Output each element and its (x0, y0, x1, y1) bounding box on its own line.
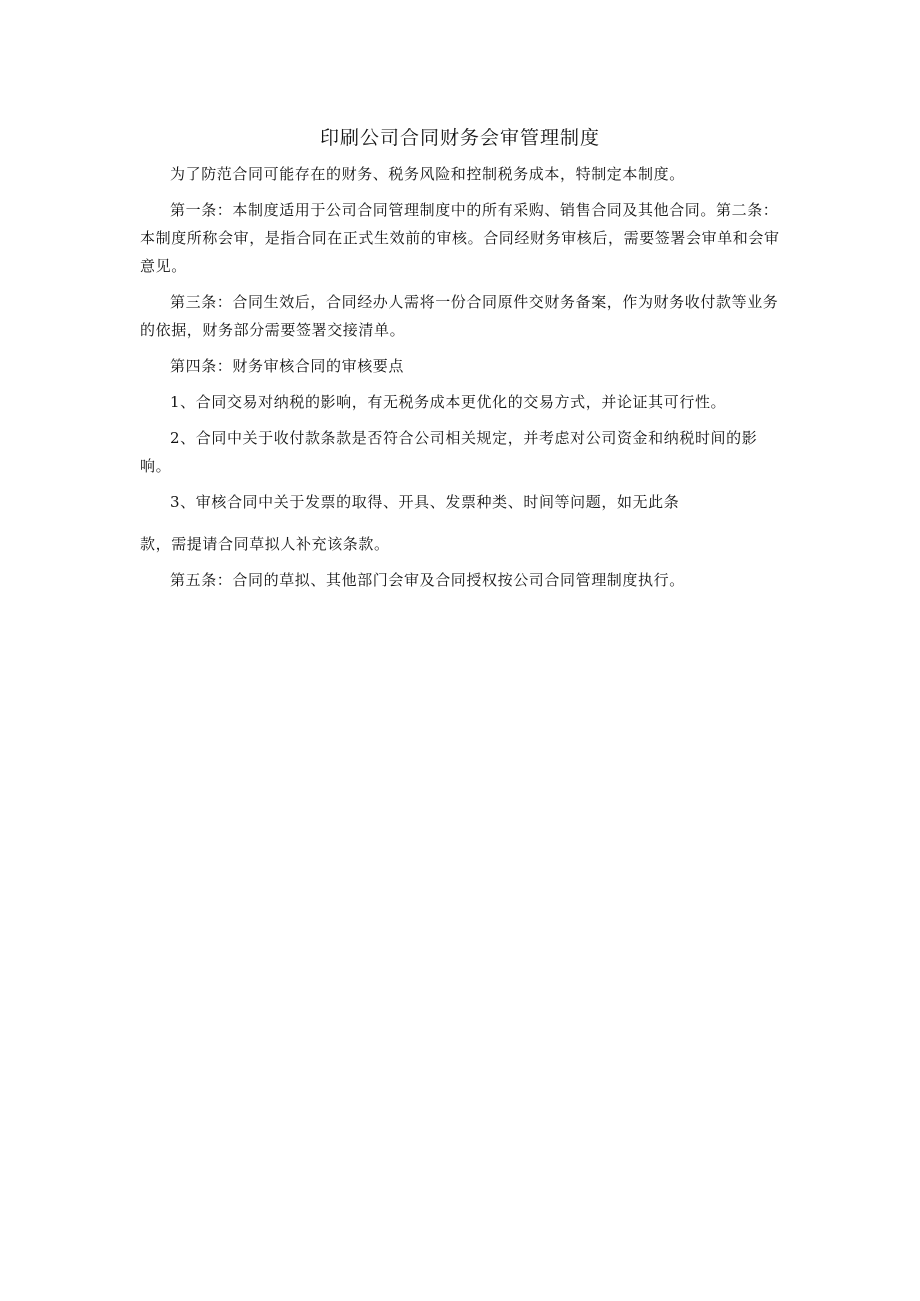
document-body (140, 160, 782, 602)
paragraph-article-4: 第四条：财务审核合同的审核要点 (170, 357, 405, 375)
paragraph-article-1-2: 第一条：本制度适用于公司合同管理制度中的所有采购、销售合同及其他合同。第二条：本制度所称会审，是指合同在正式生效前的审核。合同经财务审核后，需要签署会审单和会审意见。 (140, 201, 780, 275)
document-title: 印刷公司合同财务会审管理制度 (319, 127, 600, 149)
paragraph-point-2: 2、合同中关于收付款条款是否符合公司相关规定，并考虑对公司资金和纳税时间的影响。 (140, 429, 758, 475)
paragraph-point-3-continued: 款，需提请合同草拟人补充该条款。 (140, 535, 390, 553)
paragraph-article-3: 第三条：合同生效后，合同经办人需将一份合同原件交财务备案，作为财务收付款等业务的依据，财务部分需要签署交接清单。 (140, 293, 779, 339)
paragraph-point-1: 1、合同交易对纳税的影响，有无税务成本更优化的交易方式，并论证其可行性。 (170, 393, 727, 411)
paragraph-intro: 为了防范合同可能存在的财务、税务风险和控制税务成本，特制定本制度。 (170, 165, 685, 183)
paragraph-point-3: 3、审核合同中关于发票的取得、开具、发票种类、时间等问题，如无此条 (170, 493, 680, 511)
paragraph-article-5: 第五条：合同的草拟、其他部门会审及合同授权按公司合同管理制度执行。 (170, 571, 685, 589)
